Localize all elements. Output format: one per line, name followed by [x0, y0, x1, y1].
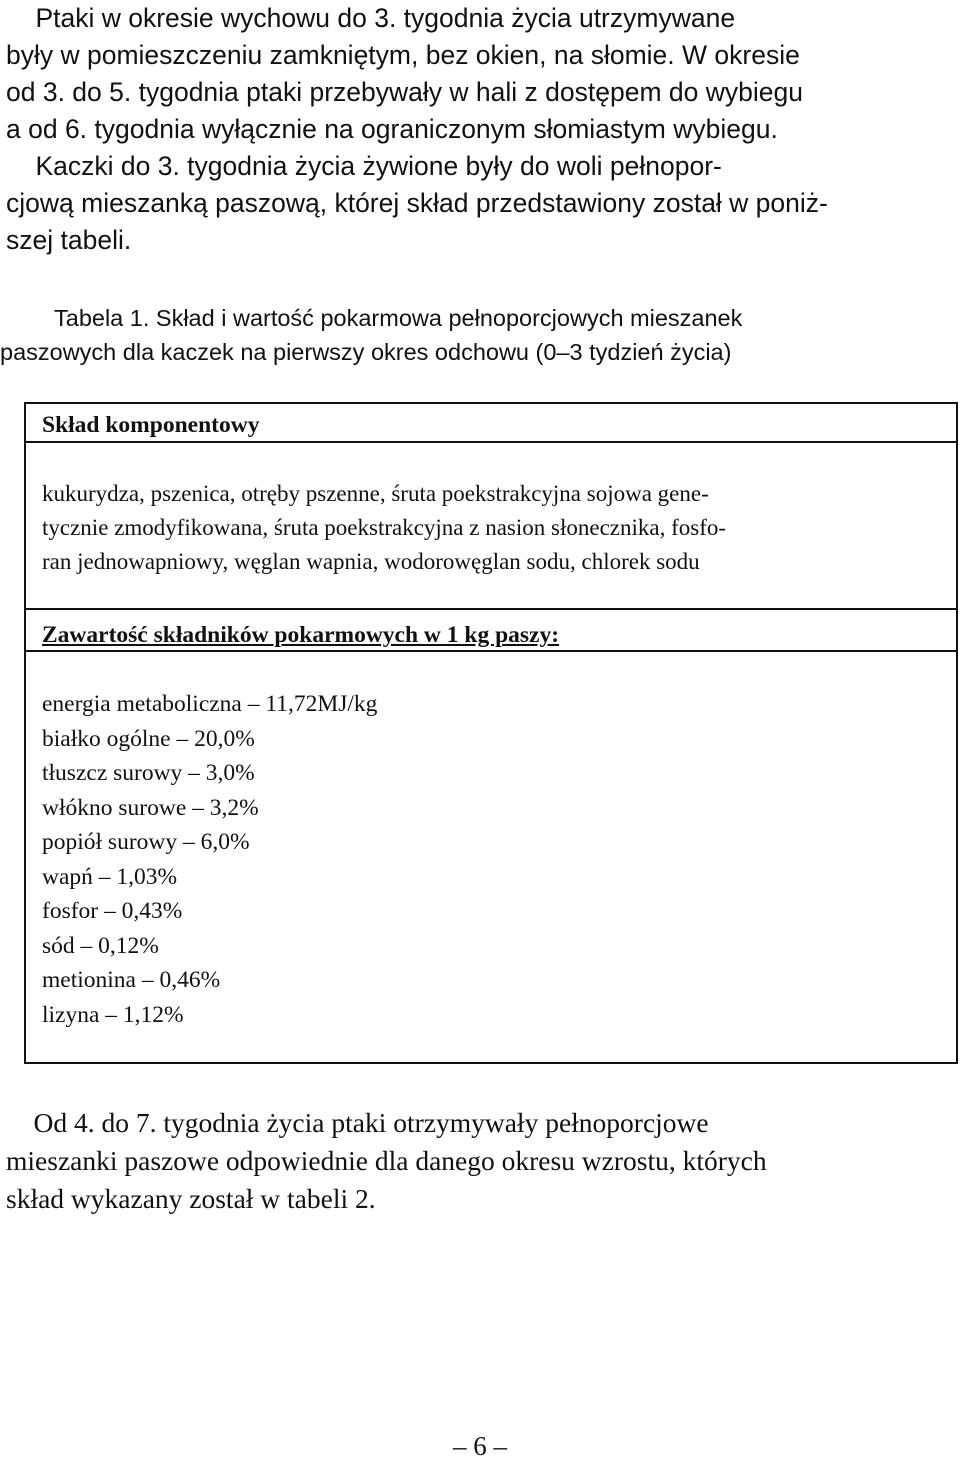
table-caption — [0, 301, 954, 369]
page-number: – 6 – — [453, 1431, 507, 1461]
list-item: energia metaboliczna – 11,72MJ/kg — [42, 691, 378, 717]
composition-heading: Skład komponentowy — [42, 412, 260, 438]
text-line: Kaczki do 3. tygodnia życia żywione były do woli pełnopor- — [6, 151, 722, 181]
nutrients-heading: Zawartość składników pokarmowych w 1 kg paszy: — [42, 622, 560, 648]
feed-composition-table — [24, 402, 958, 1064]
list-item: fosfor – 0,43% — [42, 898, 183, 924]
list-item: metionina – 0,46% — [42, 967, 221, 993]
list-item: wapń – 1,03% — [42, 863, 178, 890]
text-line: mieszanki paszowe odpowiednie dla danego okresu wzrostu, których — [6, 1145, 767, 1176]
composition-text — [42, 477, 942, 579]
caption-line: Tabela 1. Skład i wartość pokarmowa pełnoporcjowych mieszanek — [54, 305, 743, 331]
table-divider — [26, 441, 956, 443]
intro-paragraph — [6, 0, 954, 259]
composition-line: kukurydza, pszenica, otręby pszenne, śruta poekstrakcyjna sojowa gene- — [42, 481, 709, 506]
text-line: Ptaki w okresie wychowu do 3. tygodnia życia utrzymywane — [6, 3, 736, 33]
closing-paragraph — [6, 1104, 954, 1218]
table-divider — [26, 608, 956, 610]
text-line: skład wykazany został w tabeli 2. — [6, 1183, 376, 1214]
text-line: a od 6. tygodnia wyłącznie na ograniczonym słomiastym wybiegu. — [6, 114, 778, 144]
list-item: białko ogólne – 20,0% — [42, 725, 255, 752]
list-item: lizyna – 1,12% — [42, 1001, 184, 1028]
composition-line: tycznie zmodyfikowana, śruta poekstrakcyjna z nasion słonecznika, fosfo- — [42, 515, 727, 540]
text-line: były w pomieszczeniu zamkniętym, bez okien, na słomie. W okresie — [6, 40, 800, 70]
list-item: włókno surowe – 3,2% — [42, 794, 259, 821]
list-item: sód – 0,12% — [42, 932, 159, 959]
text-line: cjową mieszanką paszową, której skład przedstawiony został w poniż- — [6, 188, 828, 218]
text-line: Od 4. do 7. tygodnia życia ptaki otrzymywały pełnoporcjowe — [6, 1107, 709, 1138]
nutrient-list — [42, 687, 377, 1032]
list-item: popiół surowy – 6,0% — [42, 829, 250, 855]
text-line: szej tabeli. — [6, 225, 132, 255]
list-item: tłuszcz surowy – 3,0% — [42, 760, 255, 786]
text-line: od 3. do 5. tygodnia ptaki przebywały w hali z dostępem do wybiegu — [6, 77, 803, 107]
composition-line: ran jednowapniowy, węglan wapnia, wodorowęglan sodu, chlorek sodu — [42, 549, 700, 574]
table-divider — [26, 650, 956, 652]
caption-line: paszowych dla kaczek na pierwszy okres odchowu (0–3 tydzień życia) — [0, 339, 732, 365]
